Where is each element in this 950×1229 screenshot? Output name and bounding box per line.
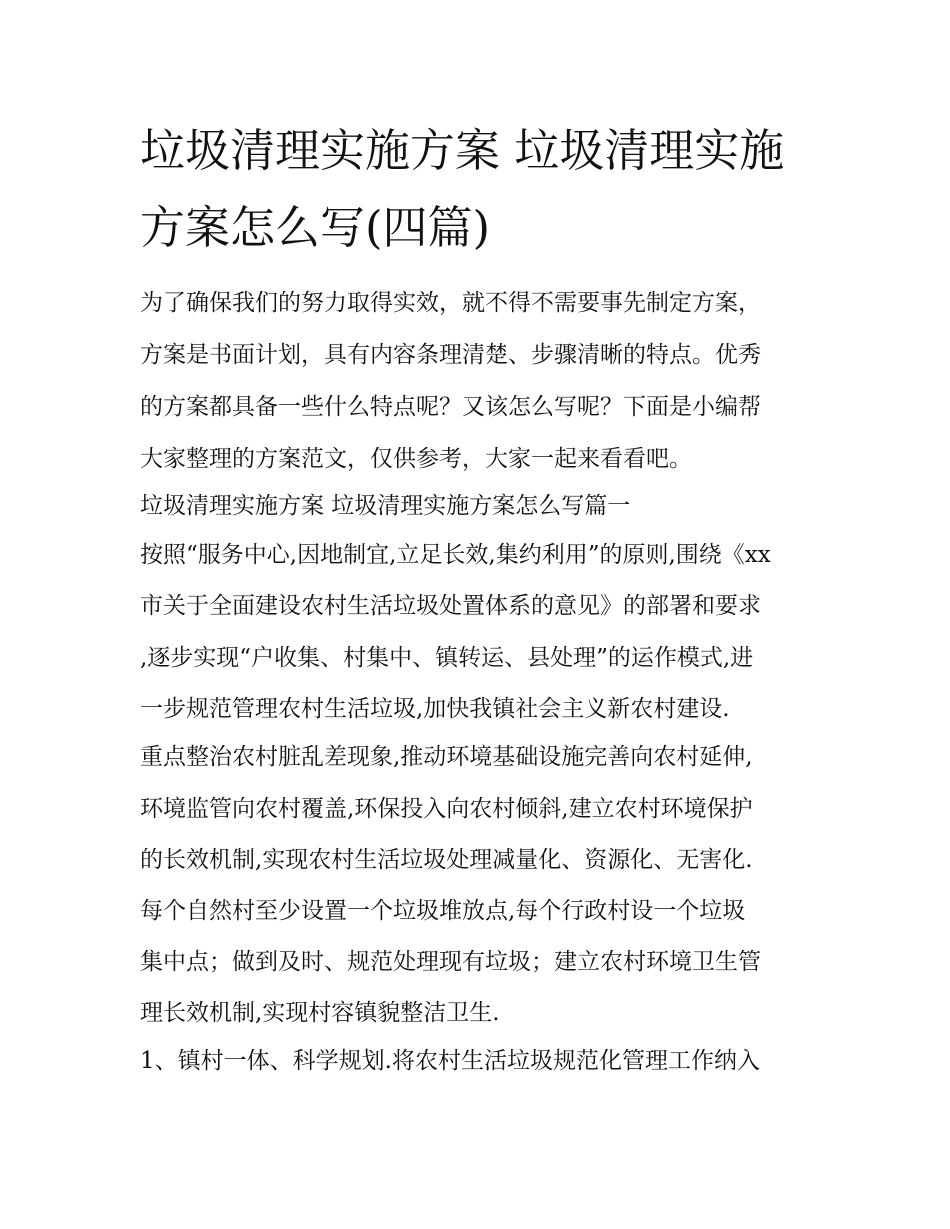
body-line: 大家整理的方案范文，仅供参考，大家一起来看看吧。 bbox=[140, 446, 692, 472]
body-line: 的长效机制,实现农村生活垃圾处理减量化、资源化、无害化. bbox=[140, 847, 753, 873]
body-line: 环境监管向农村覆盖,环保投入向农村倾斜,建立农村环境保护 bbox=[140, 796, 753, 822]
body-line: 方案是书面计划，具有内容条理清楚、步骤清晰的特点。优秀 bbox=[140, 342, 761, 368]
body-line: 理长效机制,实现村容镇貌整洁卫生. bbox=[140, 1000, 500, 1026]
body-line: 一步规范管理农村生活垃圾,加快我镇社会主义新农村建设. bbox=[140, 696, 730, 722]
body-line: 重点整治农村脏乱差现象,推动环境基础设施完善向农村延伸, bbox=[140, 744, 753, 770]
body-line: 集中点；做到及时、规范处理现有垃圾；建立农村环境卫生管 bbox=[140, 949, 761, 975]
document-title: 垃圾清理实施方案 垃圾清理实施方案怎么写(四篇) bbox=[140, 124, 785, 254]
body-line: 为了确保我们的努力取得实效，就不得不需要事先制定方案， bbox=[140, 290, 761, 316]
body-line: 按照“服务中心,因地制宜,立足长效,集约利用”的原则,围绕《xx bbox=[140, 542, 771, 568]
body-line: 的方案都具备一些什么特点呢？又该怎么写呢？下面是小编帮 bbox=[140, 394, 761, 420]
section-heading: 垃圾清理实施方案 垃圾清理实施方案怎么写篇一 bbox=[140, 493, 631, 519]
body-line: 每个自然村至少设置一个垃圾堆放点,每个行政村设一个垃圾 bbox=[140, 898, 746, 924]
body-line: 1、镇村一体、科学规划.将农村生活垃圾规范化管理工作纳入 bbox=[140, 1048, 760, 1074]
body-line: ,逐步实现“户收集、村集中、镇转运、县处理”的运作模式,进 bbox=[140, 645, 754, 671]
body-line: 市关于全面建设农村生活垃圾处置体系的意见》的部署和要求 bbox=[140, 593, 761, 619]
